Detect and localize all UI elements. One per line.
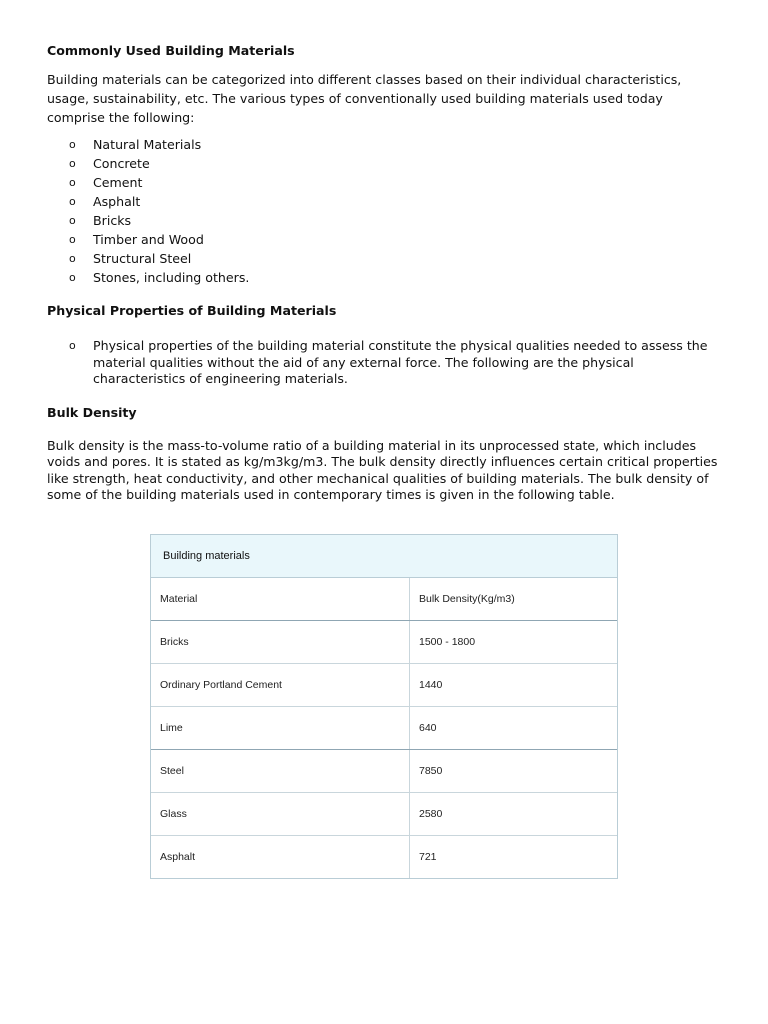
document-page (47, 43, 727, 504)
list-item (47, 338, 719, 388)
bullet-marker: o (69, 176, 76, 189)
table-header-material: Material (151, 578, 410, 621)
bullet-marker: o (69, 271, 76, 284)
list-item: o Asphalt (69, 194, 141, 209)
table-cell-material: Asphalt (151, 836, 410, 879)
physical-properties-heading: Physical Properties of Building Materials (47, 303, 337, 318)
table-cell-material: Lime (151, 707, 410, 750)
bulk-density-heading: Bulk Density (47, 404, 137, 420)
table-cell-density: 2580 (410, 793, 618, 836)
list-item: o Bricks (69, 213, 132, 228)
table-cell-density: 1440 (410, 664, 618, 707)
table-row (151, 836, 617, 879)
table-caption: Building materials (151, 535, 617, 578)
table-row (151, 750, 617, 793)
table-row (151, 793, 617, 836)
table-cell-density: 721 (419, 851, 437, 863)
materials-heading: Commonly Used Building Materials (47, 43, 295, 58)
bullet-marker: o (69, 195, 76, 208)
table-row (151, 664, 617, 707)
list-item: o Stones, including others. (69, 270, 250, 285)
table-cell-density: 640 (410, 707, 618, 750)
list-item: o Concrete (69, 156, 150, 171)
list-item: o Natural Materials (69, 137, 202, 152)
list-item: o Cement (69, 175, 143, 190)
table-cell-density: 7850 (410, 750, 618, 793)
table-row (151, 707, 617, 750)
bullet-marker: o (69, 157, 76, 170)
table-header-row (151, 578, 617, 621)
table-cell-material: Glass (151, 793, 410, 836)
physical-properties-list (47, 338, 727, 388)
table-cell-material: Steel (151, 750, 410, 793)
physical-properties-text: Physical properties of the building material constitute the physical qualities needed to assess the material qualities without the aid of any external force. The following are the physical characteristics of engineering materials. (93, 338, 708, 386)
bullet-marker: o (69, 339, 76, 352)
list-item: o Timber and Wood (69, 232, 204, 247)
materials-intro: Building materials can be categorized into different classes based on their individual characteristics, usage, sustainability, etc. The various types of conventionally used building materials used today comprise the following: (47, 72, 682, 125)
bullet-marker: o (69, 214, 76, 227)
table-cell-material: Bricks (151, 621, 410, 664)
list-item: o Structural Steel (69, 251, 192, 266)
bullet-marker: o (69, 138, 76, 151)
table-header-density: Bulk Density(Kg/m3) (410, 578, 618, 621)
bullet-marker: o (69, 233, 76, 246)
table-cell-density: 1500 - 1800 (410, 621, 618, 664)
materials-list (47, 135, 727, 287)
table-cell-material: Ordinary Portland Cement (151, 664, 410, 707)
table-row (151, 621, 617, 664)
bulk-density-text: Bulk density is the mass-to-volume ratio of a building material in its unprocessed state, which includes voids and pores. It is stated as kg/m3kg/m3. The bulk density directly influences certain critical properties like strength, heat conductivity, and other mechanical qualities of building materials. The bulk density of some of the building materials used in contemporary times is given in the following table. (47, 437, 718, 502)
bullet-marker: o (69, 252, 76, 265)
bulk-density-table (150, 534, 618, 879)
